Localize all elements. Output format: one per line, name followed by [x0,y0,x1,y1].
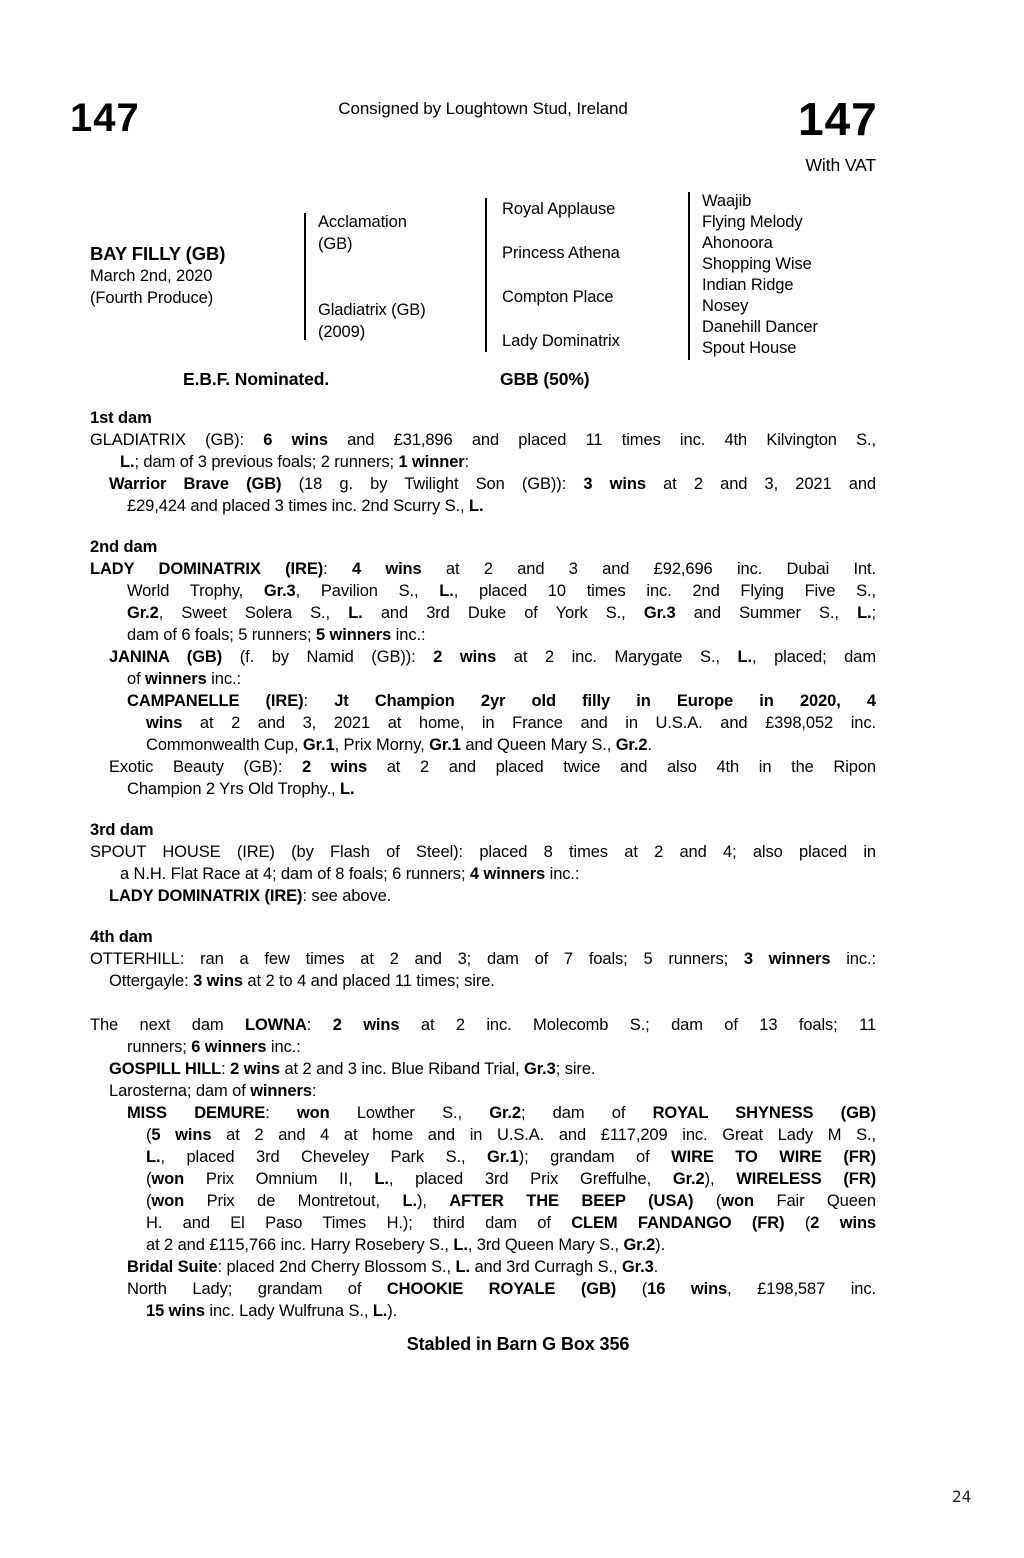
pedigree-text-line [90,429,876,451]
pedigree-text-line [90,580,876,602]
text-segment: at 2 and 3 and £92,696 inc. Dubai Int. [421,560,876,578]
text-segment: ( [616,1280,648,1298]
pedigree-text-line [90,778,876,800]
grandparent-name: Compton Place [502,288,614,306]
pedigree-text-line [90,1124,876,1146]
bold-text-segment: 3 winners [743,950,831,968]
pedigree-text-line [90,690,876,712]
dam-section-header: 2nd dam [90,538,158,556]
text-segment: The next dam [90,1016,245,1034]
pedigree-text-line [90,602,876,624]
bold-text-segment: 5 wins [151,1126,212,1144]
text-segment: ; [871,604,877,622]
pedigree-text-line [90,734,876,756]
bold-text-segment: Warrior Brave (GB) [109,475,282,493]
pedigree-text-line [90,712,876,734]
text-segment: and Queen Mary S., [460,736,616,754]
bold-text-segment: 2 wins [810,1214,877,1232]
text-segment: inc.: [266,1038,301,1056]
text-segment: (18 g. by Twilight Son (GB)): [281,475,584,493]
bold-text-segment: CHOOKIE ROYALE (GB) [386,1280,617,1298]
text-segment: £29,424 and placed 3 times inc. 2nd Scurry S., [127,497,470,515]
text-segment: at 2 and 4 at home and in U.S.A. and £117,209 inc. Great Lady M S., [211,1126,876,1144]
text-segment: North Lady; grandam of [127,1280,387,1298]
pedigree-text-line [90,970,876,992]
bold-text-segment: 5 winners [315,626,392,644]
text-segment: ). [387,1302,398,1320]
pedigree-text-line [90,1080,876,1102]
bold-text-segment: WIRE TO WIRE (FR) [671,1148,876,1166]
pedigree-text-line [90,948,876,970]
text-segment: OTTERHILL: ran a few times at 2 and 3; dam of 7 foals; 5 runners; [90,950,744,968]
text-segment: ; sire. [555,1060,596,1078]
pedigree-text-line [90,756,876,778]
dam-section [90,407,876,517]
bold-text-segment: Gr.1 [302,736,335,754]
pedigree-text-line [90,1058,876,1080]
bold-text-segment: L. [120,453,135,471]
text-segment: Larosterna; dam of [109,1082,251,1100]
sire-name-line: (GB) [318,235,353,253]
pedigree-divider-2 [485,198,487,352]
bold-text-segment: won [151,1170,185,1188]
text-segment: : [323,560,352,578]
text-segment: , Sweet Solera S., [158,604,349,622]
bold-text-segment: L. [374,1170,389,1188]
text-segment: at 2 inc. Molecomb S.; dam of 13 foals; 11 [399,1016,877,1034]
text-segment: ; dam of [520,1104,653,1122]
text-segment: : [303,692,335,710]
text-segment: at 2 and 3, 2021 at home, in France and in U.S.A. and £398,052 inc. [182,714,876,732]
text-segment: ), [704,1170,737,1188]
bold-text-segment: Gr.3 [621,1258,654,1276]
text-segment: a N.H. Flat Race at 4; dam of 8 foals; 6 runners; [120,865,470,883]
text-segment: : [306,1016,333,1034]
text-segment: ); grandam of [518,1148,672,1166]
bold-text-segment: L. [469,497,484,515]
text-segment: and 3rd Curragh S., [469,1258,622,1276]
bold-text-segment: JANINA (GB) [109,648,223,666]
bold-text-segment: L. [402,1192,417,1210]
bold-text-segment: 3 wins [193,972,243,990]
text-segment: World Trophy, [127,582,264,600]
bold-text-segment: 2 wins [433,648,497,666]
bold-text-segment: GOSPILL HILL [109,1060,222,1078]
great-grandparent-name: Ahonoora [702,234,773,252]
grandparent-name: Royal Applause [502,200,616,218]
text-segment: at 2 to 4 and placed 11 times; sire. [242,972,495,990]
text-segment: , placed 10 times inc. 2nd Flying Five S., [453,582,876,600]
bold-text-segment: Gr.3 [524,1060,556,1078]
pedigree-text-line [90,1278,876,1300]
pedigree-text-line [90,473,876,495]
bold-text-segment: L. [439,582,454,600]
bold-text-segment: won [151,1192,185,1210]
dam-section-header: 1st dam [90,409,152,427]
text-segment: inc.: [206,670,241,688]
text-segment: inc.: [391,626,426,644]
bold-text-segment: 2 wins [332,1016,400,1034]
text-segment: dam of 6 foals; 5 runners; [127,626,316,644]
bold-text-segment: 2 wins [230,1060,280,1078]
bold-text-segment: L. [737,648,752,666]
text-segment: Lowther S., [329,1104,490,1122]
text-segment: ; dam of 3 previous foals; 2 runners; [134,453,399,471]
pedigree-text-line [90,1102,876,1124]
text-segment: , placed 3rd Prix Greffulhe, [388,1170,673,1188]
text-segment: SPOUT HOUSE (IRE) (by Flash of Steel): placed 8 times at 2 and 4; also placed in [90,843,876,861]
bold-text-segment: AFTER THE BEEP (USA) [449,1192,694,1210]
text-segment: Prix Omnium II, [184,1170,375,1188]
bold-text-segment: L. [453,1236,468,1254]
text-segment: H. and El Paso Times H.); third dam of [146,1214,572,1232]
bold-text-segment: ROYAL SHYNESS (GB) [652,1104,877,1122]
text-segment: , £198,587 inc. [727,1280,876,1298]
pedigree-divider-3 [688,192,690,360]
bold-text-segment: Gr.2 [127,604,159,622]
stabling-note: Stabled in Barn G Box 356 [406,1334,630,1354]
text-segment: inc.: [830,950,877,968]
text-segment: : [311,1082,317,1100]
pedigree-text-line [90,1212,876,1234]
dam-section [90,926,876,992]
dam-section-header: 4th dam [90,928,153,946]
pedigree-text-line [90,646,876,668]
text-segment: : see above. [302,887,392,905]
great-grandparent-name: Waajib [702,192,752,210]
great-grandparent-name: Danehill Dancer [702,318,818,336]
dam-block [318,299,426,343]
text-segment: ), [416,1192,450,1210]
dam-section [90,819,876,907]
text-segment: , Prix Morny, [334,736,430,754]
text-segment: : [265,1104,297,1122]
bold-text-segment: 1 winner [398,453,465,471]
lot-number-left: 147 [70,96,140,140]
bold-text-segment: 3 wins [583,475,646,493]
subject-name: BAY FILLY (GB) [90,243,226,264]
text-segment: inc. Lady Wulfruna S., [204,1302,373,1320]
bold-text-segment: L. [455,1258,470,1276]
text-segment: Fair Queen [754,1192,876,1210]
bold-text-segment: winners [250,1082,312,1100]
bold-text-segment: Jt Champion 2yr old filly in Europe in 2020, 4 [334,692,876,710]
text-segment: Champion 2 Yrs Old Trophy., [127,780,341,798]
text-segment: ( [693,1192,722,1210]
text-segment: Exotic Beauty (GB): [109,758,303,776]
pedigree-text-line [90,668,876,690]
great-grandparents-column [702,191,818,359]
text-segment: at 2 and 3, 2021 and [645,475,876,493]
text-segment: ( [146,1170,152,1188]
grandparent-name: Lady Dominatrix [502,332,620,350]
pedigree-text-body [90,407,876,1322]
bold-text-segment: 2 wins [302,758,368,776]
text-segment: Prix de Montretout, [184,1192,403,1210]
bold-text-segment: CLEM FANDANGO (FR) [571,1214,785,1232]
text-segment: and Summer S., [675,604,858,622]
text-segment: , 3rd Queen Mary S., [467,1236,624,1254]
pedigree-text-line [90,1146,876,1168]
text-segment: ). [655,1236,666,1254]
text-segment: and £31,896 and placed 11 times inc. 4th Kilvington S., [327,431,876,449]
text-segment: : placed 2nd Cherry Blossom S., [217,1258,456,1276]
bold-text-segment: 4 wins [351,560,422,578]
bold-text-segment: CAMPANELLE (IRE) [127,692,304,710]
text-segment: , Pavilion S., [295,582,440,600]
text-segment: at 2 inc. Marygate S., [496,648,738,666]
pedigree-divider-1 [304,213,306,340]
bold-text-segment: won [296,1104,330,1122]
bold-text-segment: Gr.3 [263,582,296,600]
text-segment: , placed 3rd Cheveley Park S., [160,1148,487,1166]
pedigree-text-line [90,1300,876,1322]
bold-text-segment: L. [857,604,872,622]
bold-text-segment: Bridal Suite [127,1258,218,1276]
subject-block [90,243,225,309]
bold-text-segment: 6 wins [263,431,328,449]
text-segment: . [653,1258,659,1276]
text-segment: at 2 and £115,766 inc. Harry Rosebery S., [146,1236,454,1254]
grandparent-name: Princess Athena [502,244,620,262]
bold-text-segment: Gr.2 [615,736,648,754]
bold-text-segment: LOWNA [244,1016,307,1034]
pedigree-text-line [90,863,876,885]
vat-note: With VAT [805,155,876,175]
pedigree-text-line [90,495,876,517]
text-segment: : [221,1060,231,1078]
text-segment: , placed; dam [752,648,876,666]
consignor-line: Consigned by Loughtown Stud, Ireland [338,99,628,118]
sire-name-line: Acclamation [318,213,407,231]
bold-text-segment: 15 wins [146,1302,205,1320]
pedigree-text-line [90,1168,876,1190]
bold-text-segment: Gr.1 [429,736,461,754]
bold-text-segment: wins [146,714,183,732]
text-segment: Ottergayle: [109,972,194,990]
pedigree-text-line [90,451,876,473]
great-grandparent-name: Shopping Wise [702,255,812,273]
pedigree-text-line [90,558,876,580]
dam-section [90,1014,876,1322]
bold-text-segment: L. [348,604,363,622]
text-segment: at 2 and placed twice and also 4th in the Ripon [367,758,877,776]
bold-text-segment: 16 wins [647,1280,728,1298]
subject-produce-note: (Fourth Produce) [90,289,214,307]
text-segment: of [127,670,146,688]
bold-text-segment: Gr.3 [643,604,676,622]
text-segment: GLADIATRIX (GB): [90,431,264,449]
text-segment: and 3rd Duke of York S., [362,604,644,622]
pedigree-text-line [90,1234,876,1256]
bold-text-segment: L. [372,1302,388,1320]
bold-text-segment: L. [146,1148,161,1166]
dam-section [90,536,876,800]
bold-text-segment: WIRELESS (FR) [736,1170,876,1188]
nominations-row [90,369,876,391]
gbb-label: GBB (50%) [500,369,590,389]
bold-text-segment: Gr.2 [623,1236,656,1254]
bold-text-segment: MISS DEMURE [127,1104,266,1122]
bold-text-segment: 4 winners [469,865,546,883]
text-segment: runners; [127,1038,192,1056]
pedigree-text-line [90,1190,876,1212]
great-grandparent-name: Flying Melody [702,213,803,231]
pedigree-text-line [90,624,876,646]
text-segment: ( [784,1214,811,1232]
bold-text-segment: LADY DOMINATRIX (IRE) [109,887,303,905]
bold-text-segment: L. [340,780,355,798]
page-number: 24 [952,1487,972,1506]
pedigree-text-line [90,1014,876,1036]
text-segment: Commonwealth Cup, [146,736,303,754]
bold-text-segment: won [721,1192,754,1210]
text-segment: inc.: [545,865,580,883]
bold-text-segment: Gr.1 [486,1148,519,1166]
pedigree-text-line [90,885,876,907]
bold-text-segment: winners [145,670,207,688]
great-grandparent-name: Spout House [702,339,797,357]
text-segment: at 2 and 3 inc. Blue Riband Trial, [279,1060,525,1078]
bold-text-segment: 6 winners [191,1038,267,1056]
text-segment: ( [146,1192,152,1210]
bold-text-segment: LADY DOMINATRIX (IRE) [90,560,324,578]
great-grandparent-name: Nosey [702,297,749,315]
bold-text-segment: Gr.2 [489,1104,521,1122]
sire-block [318,211,407,255]
ebf-nominated-label: E.B.F. Nominated. [183,369,330,389]
text-segment: (f. by Namid (GB)): [222,648,434,666]
bold-text-segment: Gr.2 [672,1170,705,1188]
pedigree-text-line [90,841,876,863]
text-segment: . [647,736,652,754]
subject-foaling-date: March 2nd, 2020 [90,267,213,285]
dam-name-line: Gladiatrix (GB) [318,301,426,319]
text-segment: ( [146,1126,152,1144]
pedigree-text-line [90,1036,876,1058]
text-segment: : [464,453,470,471]
great-grandparent-name: Indian Ridge [702,276,794,294]
pedigree-text-line [90,1256,876,1278]
dam-name-line: (2009) [318,323,366,341]
lot-number-right: 147 [798,93,878,145]
dam-section-header: 3rd dam [90,821,154,839]
